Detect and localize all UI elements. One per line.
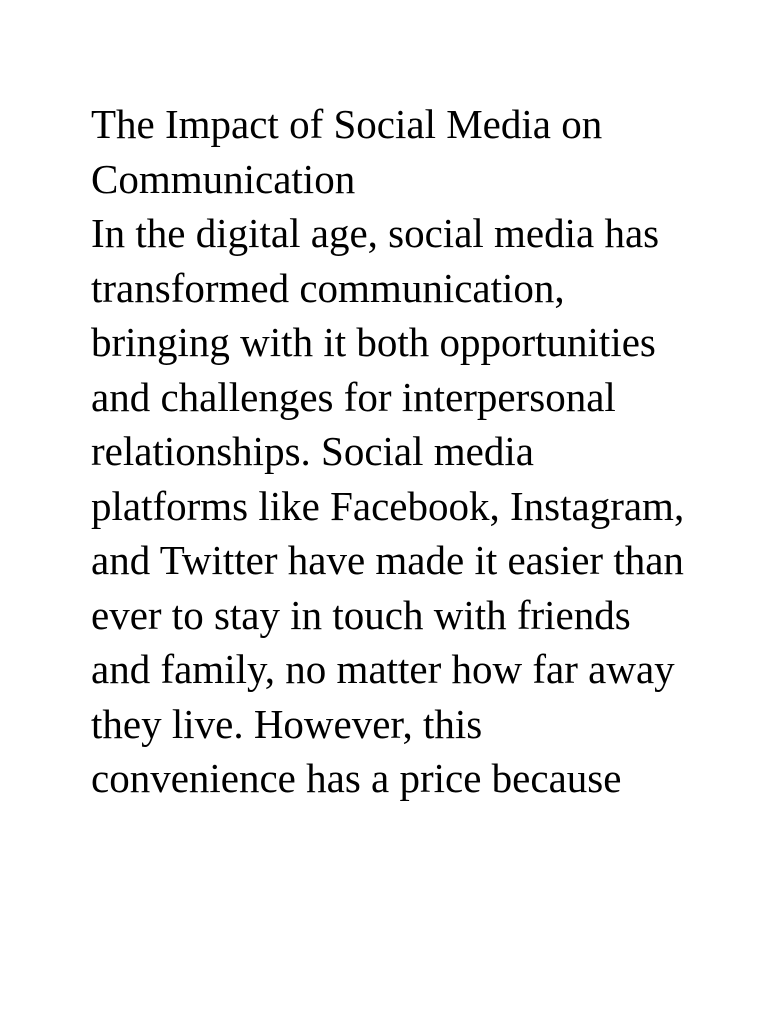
- body-paragraph: In the digital age, social media has transformed communication, bringing with it both opportunities and challenges for interpersonal relationships. Social media platforms like Facebook, Instagram, and Twitter have made it easier than ever to stay in touch with friends and family, no matter how far away they live. However, this convenience has a price because: [91, 210, 685, 801]
- document-title: The Impact of Social Media on Communication: [91, 101, 603, 202]
- document-body: [91, 97, 691, 806]
